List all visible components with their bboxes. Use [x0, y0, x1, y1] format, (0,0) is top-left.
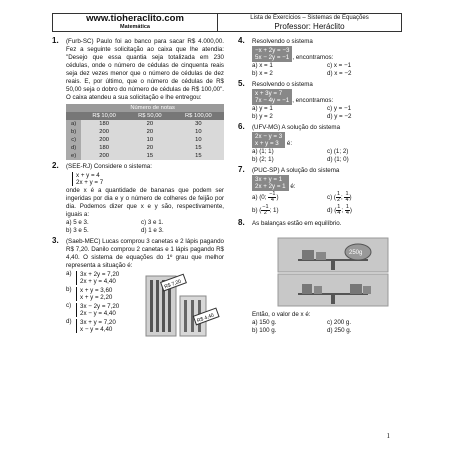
equation: x + y = 4: [76, 172, 100, 179]
option-label: c): [327, 194, 333, 201]
table-row: [66, 152, 224, 160]
option-b[interactable]: b) y = 2: [252, 113, 273, 120]
equation: 5x − 2y = −1: [255, 54, 290, 61]
option-label: b): [66, 286, 72, 293]
question-intro: (SEE-RJ) Considere o sistema:: [66, 163, 152, 170]
question-6: [238, 124, 402, 164]
equation: x + y = 3: [255, 140, 279, 147]
professor-name: Professor: Heráclito: [274, 22, 345, 31]
option-label: c): [66, 302, 72, 309]
option-b[interactable]: b) 100 g.: [252, 327, 277, 334]
site-name: www.tioheraclito.com: [86, 13, 184, 24]
equation: 3x + 2y = 7,20: [80, 271, 120, 278]
column-header: R$ 10,00: [81, 112, 127, 120]
option-d[interactable]: d) 250 g.: [327, 327, 352, 334]
question-2: [52, 163, 224, 235]
coord: 0: [261, 194, 265, 201]
question-number: 1.: [52, 36, 59, 45]
fraction: $\frac{-1}{4}$: [269, 190, 276, 203]
option-a[interactable]: a) (1; 1): [252, 148, 274, 155]
equation: 7x − 4y = −1: [255, 97, 290, 104]
equation-system: [252, 132, 285, 148]
option-b[interactable]: b) ( $\frac{-1}{2}$ ; 1): [252, 203, 279, 216]
equation: 2x + y = 4,40: [80, 278, 116, 285]
fraction: $\frac{1}{4}$: [337, 203, 341, 216]
coord: 1: [273, 207, 277, 214]
cell: 180: [81, 144, 127, 152]
answer-options: [252, 62, 402, 78]
equation: x + y = 2,20: [80, 294, 113, 301]
cell: 10: [173, 128, 224, 136]
left-column: [52, 38, 224, 352]
question-3: [52, 238, 224, 352]
equation: 2x + 2y = 1: [255, 183, 286, 190]
equation: 3x + y = 1: [255, 176, 283, 183]
question-text: (Furb-SC) Paulo foi ao banco para sacar R$ 4.000,00. Fez a seguinte solicitação ao caixa que lhe atendia: "Desejo que essa quantia seja totalizada em 230 cédulas, onde o número de cédulas de cinquenta reais seja dez vezes menor que o número de cédulas de dez reais. E, por último, que o número de cédulas de R$ 50,00 seja o dobro do número de cédulas de R$ 100,00". O caixa atendeu a sua solicitação e lhe entregou:: [66, 38, 224, 101]
cell: 200: [81, 128, 127, 136]
price-tag-2: R$ 4,40: [196, 312, 215, 325]
equation-system: [252, 46, 292, 62]
question-intro: Resolvendo o sistema: [252, 38, 313, 45]
option-a[interactable]: a) (0; $\frac{-1}{4}$ ): [252, 190, 279, 203]
option-d[interactable]: d) y = −2: [327, 113, 352, 120]
option-c[interactable]: c) 3 e 1.: [141, 219, 164, 226]
answer-options: [66, 219, 224, 235]
option-c[interactable]: c) y = −1: [327, 105, 352, 112]
option-label: a): [66, 270, 72, 277]
question-7: [238, 167, 402, 217]
question-number: 3.: [52, 236, 59, 245]
answer-options: [252, 105, 402, 121]
column-header: R$ 100,00: [173, 112, 224, 120]
row-label: e): [66, 152, 81, 160]
question-suffix: , encontramos:: [292, 97, 334, 104]
question-number: 6.: [238, 122, 245, 131]
question-text: onde x é a quantidade de bananas que podem ser ingeridas por dia e y o número de colheres de feijão por dia. Podemos dizer que x e y são, respectivamente, iguais a:: [66, 187, 224, 218]
equation: 3x − 2y = 7,20: [80, 303, 120, 310]
equation: 2x − y = 4,40: [80, 310, 116, 317]
option-c[interactable]: c) x = −1: [327, 62, 352, 69]
equation: 2x − y = 3: [255, 133, 283, 140]
notes-table: [66, 104, 224, 160]
cell: 20: [127, 144, 173, 152]
fraction: $\frac{1}{2}$: [336, 190, 340, 203]
fraction: $\frac{1}{4}$: [345, 203, 349, 216]
page-number: 1: [386, 432, 390, 440]
question-8: [238, 220, 402, 335]
option-c[interactable]: c) ( $\frac{1}{2}$ ; $\frac{1}{4}$ ): [327, 190, 352, 203]
worksheet-header: [52, 13, 402, 32]
cell: 20: [127, 120, 173, 128]
option-a[interactable]: a) 5 e 3.: [66, 219, 89, 226]
row-label: d): [66, 144, 81, 152]
cell: 15: [173, 152, 224, 160]
cell: 200: [81, 136, 127, 144]
question-number: 5.: [238, 79, 245, 88]
option-label: d): [66, 318, 72, 325]
table-row: [66, 136, 224, 144]
equation: x + 3y = 7: [255, 90, 283, 97]
option-d[interactable]: d) ( $\frac{1}{4}$ ; $\frac{1}{4}$ ): [327, 203, 352, 216]
cell: 15: [127, 152, 173, 160]
row-label: a): [66, 120, 81, 128]
header-right: [218, 14, 401, 31]
list-title: Lista de Exercícios – Sistemas de Equações: [250, 15, 369, 21]
fraction: $\frac{1}{4}$: [345, 190, 349, 203]
option-d[interactable]: d) x = −2: [327, 70, 352, 77]
weight-label: 250g: [349, 250, 363, 256]
fraction: $\frac{-1}{2}$: [262, 203, 269, 216]
table-row: [66, 128, 224, 136]
equation: 3x + y = 7,20: [80, 319, 116, 326]
cell: 30: [173, 120, 224, 128]
cell: 10: [127, 136, 173, 144]
question-number: 7.: [238, 165, 245, 174]
pens-pencils-illustration: [144, 272, 222, 342]
cell: 10: [173, 136, 224, 144]
option-c[interactable]: c) 200 g.: [327, 319, 352, 326]
cell: 200: [81, 152, 127, 160]
answer-options: [252, 191, 402, 217]
option-a[interactable]: a) 150 g.: [252, 319, 277, 326]
table-row: [66, 144, 224, 152]
subject-label: Matemática: [120, 24, 150, 30]
question-intro: As balanças estão em equilíbrio.: [252, 220, 342, 227]
answer-options: [252, 148, 402, 164]
question-number: 4.: [238, 36, 245, 45]
equation-system: [252, 89, 292, 105]
question-number: 2.: [52, 161, 59, 170]
question-1: [52, 38, 224, 160]
question-intro: (UFV-MG) A solução do sistema: [252, 124, 341, 131]
option-a[interactable]: a) y = 1: [252, 105, 273, 112]
worksheet-page: [52, 13, 402, 391]
question-intro: (PUC-SP) A solução do sistema: [252, 167, 340, 174]
question-suffix: é:: [286, 140, 293, 147]
column-header: R$ 50,00: [127, 112, 173, 120]
question-intro: Resolvendo o sistema: [252, 81, 313, 88]
option-d[interactable]: d) (1; 0): [327, 156, 349, 163]
price-tag-1: R$ 7,20: [163, 278, 183, 291]
equation-system: [252, 175, 289, 191]
answer-options: [252, 319, 402, 335]
table-row: [66, 120, 224, 128]
balance-scales-illustration: [258, 230, 398, 308]
option-c[interactable]: c) (1; 2): [327, 148, 349, 155]
cell: 15: [173, 144, 224, 152]
option-b[interactable]: b) x = 2: [252, 70, 273, 77]
option-d[interactable]: d) 1 e 3.: [141, 227, 164, 234]
option-label: d): [327, 207, 333, 214]
question-number: 8.: [238, 218, 245, 227]
equation: x − y = 4,40: [80, 326, 113, 333]
question-5: [238, 81, 402, 121]
cell: 180: [81, 120, 127, 128]
row-label: c): [66, 136, 81, 144]
option-a[interactable]: a) x = 1: [252, 62, 273, 69]
option-label: a): [252, 194, 258, 201]
equation-system: [72, 172, 103, 186]
question-4: [238, 38, 402, 78]
option-label: b): [252, 207, 258, 214]
question-suffix: , encontramos:: [292, 54, 334, 61]
option-b[interactable]: b) 3 e 5.: [66, 227, 89, 234]
question-suffix: é:: [290, 183, 296, 190]
right-column: [238, 38, 402, 335]
row-label: b): [66, 128, 81, 136]
question-text: (Saeb-MEC) Lucas comprou 3 canetas e 2 lápis pagando R$ 7,20. Danilo comprou 2 canetas e 1 lápis pagando R$ 4,40. O sistema de equações do 1º grau que melhor representa a situação é:: [66, 238, 224, 269]
table-title: Número de notas: [81, 104, 224, 112]
equation: −x + 2y = −3: [255, 47, 290, 54]
header-left: [53, 14, 218, 31]
question-text: Então, o valor de x é:: [252, 311, 311, 318]
option-b[interactable]: b) (2; 1): [252, 156, 274, 163]
equation: 2x + y = 7: [76, 179, 104, 186]
cell: 20: [127, 128, 173, 136]
equation: x + y = 3,60: [80, 287, 113, 294]
